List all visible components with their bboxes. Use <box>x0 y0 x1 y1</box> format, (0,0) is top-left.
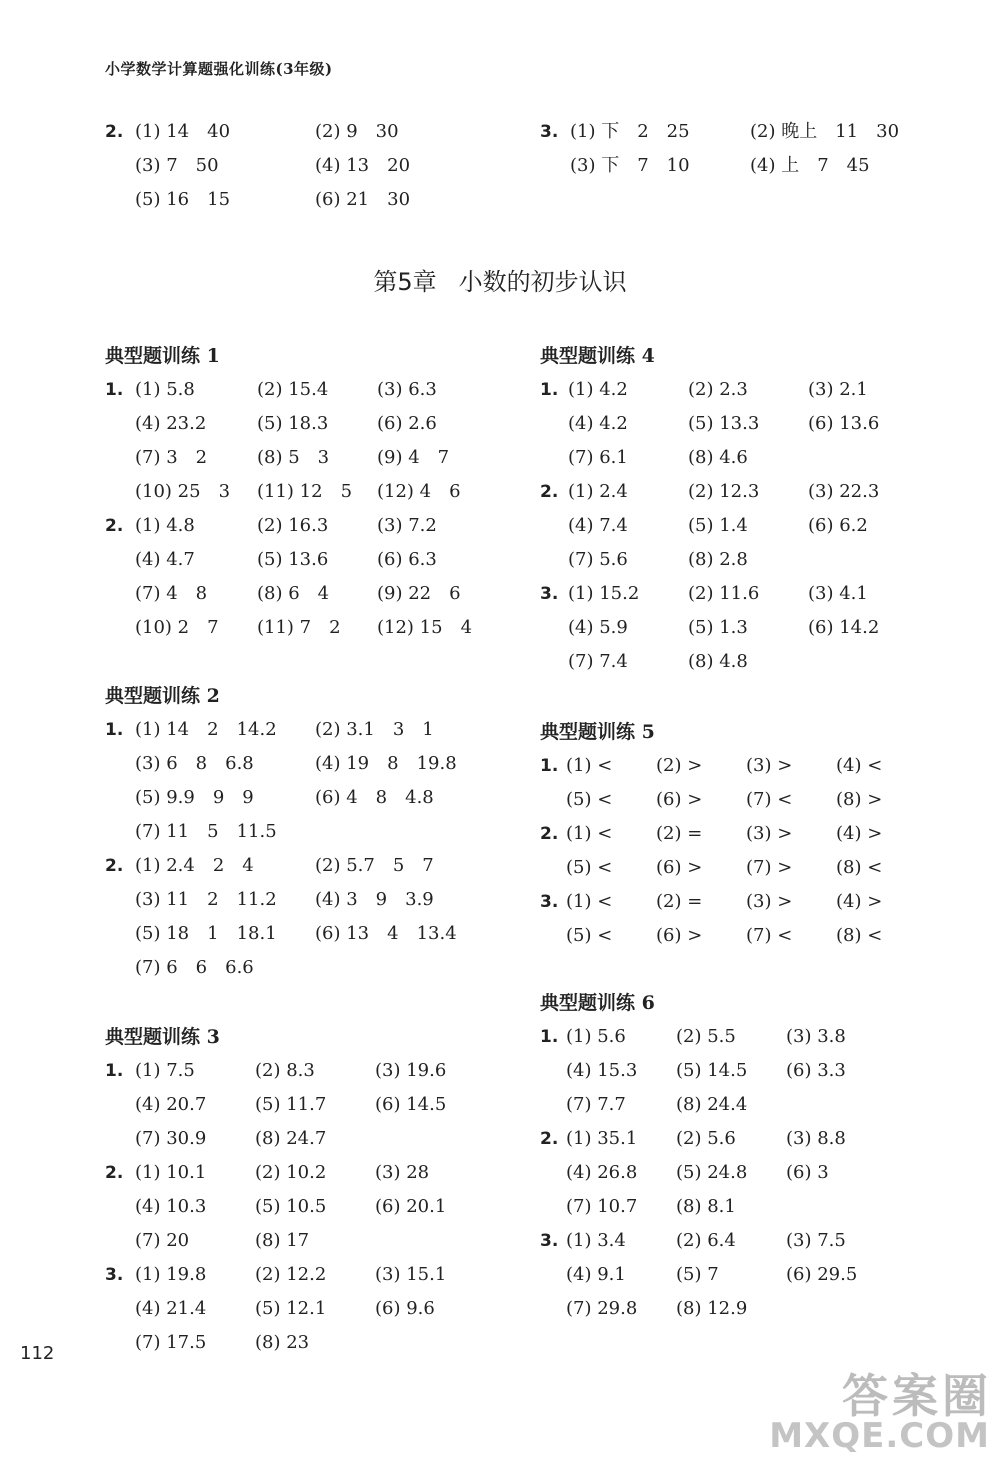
answer-item: (3) > <box>746 823 793 844</box>
answer-item: (4) 15.3 <box>566 1060 638 1081</box>
answer-item: (2) 16.3 <box>257 515 329 536</box>
answer-row <box>540 441 960 475</box>
section-title: 典型题训练 3 <box>105 1026 220 1048</box>
answer-item: (7) < <box>746 789 793 810</box>
answer-item: (8) 17 <box>255 1230 310 1251</box>
answer-item: (7) 5.6 <box>568 549 628 570</box>
answer-row <box>105 183 525 217</box>
answer-row <box>105 1122 525 1156</box>
answer-row <box>540 817 960 851</box>
answer-item: (1) 2.4 2 4 <box>135 855 254 876</box>
section-prev-right <box>540 115 960 183</box>
answer-item: (11) 7 2 <box>257 617 341 638</box>
answer-item: (1) 4.2 <box>568 379 628 400</box>
answer-item: (2) 12.3 <box>688 481 760 502</box>
answer-row <box>540 749 960 783</box>
answer-item: (2) 11.6 <box>688 583 760 604</box>
answer-item: (4) 3 9 3.9 <box>315 889 434 910</box>
answer-item: (12) 4 6 <box>377 481 461 502</box>
answer-item: (5) 9.9 9 9 <box>135 787 254 808</box>
answer-item: (4) 21.4 <box>135 1298 207 1319</box>
answer-row <box>540 1224 960 1258</box>
answer-row <box>105 781 525 815</box>
answer-item: (8) 24.7 <box>255 1128 327 1149</box>
answer-item: (8) < <box>836 857 883 878</box>
question-number: 3. <box>540 892 559 912</box>
answer-item: (7) 6.1 <box>568 447 628 468</box>
answer-item: (5) 18 1 18.1 <box>135 923 277 944</box>
question-number: 1. <box>105 1061 124 1081</box>
answer-item: (2) 3.1 3 1 <box>315 719 434 740</box>
answer-item: (3) > <box>746 755 793 776</box>
answer-item: (5) < <box>566 857 613 878</box>
answer-item: (1) 7.5 <box>135 1060 195 1081</box>
question-number: 1. <box>105 720 124 740</box>
answer-item: (6) 6.3 <box>377 549 437 570</box>
answer-item: (5) < <box>566 925 613 946</box>
answer-item: (3) 22.3 <box>808 481 880 502</box>
answer-item: (3) 7.2 <box>377 515 437 536</box>
answer-item: (6) 29.5 <box>786 1264 858 1285</box>
chapter-title: 小数的初步认识 <box>458 268 627 296</box>
question-number: 3. <box>105 1265 124 1285</box>
answer-item: (1) 14 2 14.2 <box>135 719 277 740</box>
answer-item: (8) 5 3 <box>257 447 330 468</box>
answer-item: (6) > <box>656 857 703 878</box>
answer-row <box>540 407 960 441</box>
answer-item: (12) 15 4 <box>377 617 473 638</box>
section-drill-1 <box>105 339 525 645</box>
answer-item: (8) 8.1 <box>676 1196 736 1217</box>
answer-row <box>540 1292 960 1326</box>
answer-item: (2) 12.2 <box>255 1264 327 1285</box>
answer-row <box>540 1122 960 1156</box>
answer-item: (4) 4.7 <box>135 549 195 570</box>
answer-row <box>105 1190 525 1224</box>
page-number: 112 <box>20 1343 55 1364</box>
question-number: 2. <box>540 482 559 502</box>
answer-item: (4) 19 8 19.8 <box>315 753 457 774</box>
question-number: 2. <box>105 516 124 536</box>
answer-item: (6) 9.6 <box>375 1298 435 1319</box>
answer-row <box>540 645 960 679</box>
answer-row <box>540 475 960 509</box>
answer-item: (6) 3.3 <box>786 1060 846 1081</box>
answer-item: (4) 上 7 45 <box>750 155 870 176</box>
question-number: 1. <box>540 380 559 400</box>
answer-row <box>105 1258 525 1292</box>
answer-item: (1) 下 2 25 <box>570 121 690 142</box>
answer-row <box>540 149 960 183</box>
section-drill-2 <box>105 679 525 985</box>
answer-item: (5) 11.7 <box>255 1094 327 1115</box>
answer-item: (3) 4.1 <box>808 583 868 604</box>
answer-item: (1) 14 40 <box>135 121 231 142</box>
watermark-site: MXQE.COM <box>769 1416 990 1456</box>
answer-row <box>540 509 960 543</box>
answer-item: (1) 4.8 <box>135 515 195 536</box>
answer-row <box>105 577 525 611</box>
answer-item: (3) 6.3 <box>377 379 437 400</box>
answer-item: (6) 6.2 <box>808 515 868 536</box>
answer-item: (8) 12.9 <box>676 1298 748 1319</box>
watermark-text: 答案圈 <box>842 1369 992 1423</box>
answer-item: (2) 5.6 <box>676 1128 736 1149</box>
answer-item: (7) 4 8 <box>135 583 208 604</box>
question-number: 1. <box>540 1027 559 1047</box>
answer-item: (5) 13.3 <box>688 413 760 434</box>
answer-item: (2) 6.4 <box>676 1230 736 1251</box>
answer-row <box>540 1156 960 1190</box>
answer-item: (8) > <box>836 789 883 810</box>
answer-item: (1) 35.1 <box>566 1128 638 1149</box>
answer-item: (1) 3.4 <box>566 1230 626 1251</box>
answer-row <box>540 611 960 645</box>
answer-item: (3) > <box>746 891 793 912</box>
section-prev-left <box>105 115 525 217</box>
answer-item: (1) 19.8 <box>135 1264 207 1285</box>
answer-item: (11) 12 5 <box>257 481 353 502</box>
question-number: 3. <box>540 122 559 142</box>
answer-item: (8) < <box>836 925 883 946</box>
answer-row <box>105 475 525 509</box>
answer-item: (7) 6 6 6.6 <box>135 957 254 978</box>
answer-item: (7) 30.9 <box>135 1128 207 1149</box>
answer-item: (2) 15.4 <box>257 379 329 400</box>
answer-item: (2) = <box>656 823 703 844</box>
answer-row <box>105 917 525 951</box>
answer-item: (8) 4.6 <box>688 447 748 468</box>
answer-item: (6) 13 4 13.4 <box>315 923 457 944</box>
section-drill-4 <box>540 339 960 679</box>
answer-item: (6) 14.5 <box>375 1094 447 1115</box>
answer-row <box>540 1020 960 1054</box>
answer-row <box>105 115 525 149</box>
answer-item: (2) > <box>656 755 703 776</box>
answer-item: (6) > <box>656 925 703 946</box>
answer-item: (4) < <box>836 755 883 776</box>
chapter-label: 第5章 <box>373 268 437 296</box>
answer-item: (8) 24.4 <box>676 1094 748 1115</box>
answer-item: (5) 18.3 <box>257 413 329 434</box>
answer-item: (8) 6 4 <box>257 583 330 604</box>
answer-item: (3) 19.6 <box>375 1060 447 1081</box>
answer-item: (6) 4 8 4.8 <box>315 787 434 808</box>
answer-row <box>105 1054 525 1088</box>
answer-row <box>540 543 960 577</box>
question-number: 1. <box>540 756 559 776</box>
answer-item: (3) 6 8 6.8 <box>135 753 254 774</box>
answer-item: (2) 2.3 <box>688 379 748 400</box>
answer-row <box>105 713 525 747</box>
answer-item: (6) 21 30 <box>315 189 411 210</box>
answer-item: (5) 12.1 <box>255 1298 327 1319</box>
question-number: 3. <box>540 584 559 604</box>
answer-row <box>540 1258 960 1292</box>
answer-item: (7) > <box>746 857 793 878</box>
answer-item: (1) 5.8 <box>135 379 195 400</box>
chapter-heading <box>0 262 1000 297</box>
answer-item: (5) 7 <box>676 1264 719 1285</box>
section-drill-6 <box>540 986 960 1326</box>
answer-item: (5) 10.5 <box>255 1196 327 1217</box>
answer-row <box>105 815 525 849</box>
answer-item: (2) = <box>656 891 703 912</box>
section-title: 典型题训练 1 <box>105 345 220 367</box>
answer-item: (10) 2 7 <box>135 617 219 638</box>
answer-item: (7) 17.5 <box>135 1332 207 1353</box>
answer-row <box>540 1190 960 1224</box>
answer-row <box>540 919 960 953</box>
answer-item: (2) 9 30 <box>315 121 399 142</box>
answer-row <box>105 407 525 441</box>
answer-item: (4) > <box>836 823 883 844</box>
answer-row <box>105 951 525 985</box>
answer-row <box>105 149 525 183</box>
answer-item: (4) 23.2 <box>135 413 207 434</box>
answer-row <box>540 783 960 817</box>
answer-item: (7) 20 <box>135 1230 190 1251</box>
question-number: 2. <box>105 1163 124 1183</box>
answer-row <box>105 611 525 645</box>
answer-item: (6) 20.1 <box>375 1196 447 1217</box>
answer-row <box>540 577 960 611</box>
answer-item: (10) 25 3 <box>135 481 231 502</box>
answer-item: (1) 15.2 <box>568 583 640 604</box>
answer-item: (4) 13 20 <box>315 155 411 176</box>
answer-item: (8) 23 <box>255 1332 310 1353</box>
question-number: 2. <box>105 856 124 876</box>
answer-item: (7) 10.7 <box>566 1196 638 1217</box>
answer-item: (3) 3.8 <box>786 1026 846 1047</box>
answer-row <box>105 441 525 475</box>
question-number: 1. <box>105 380 124 400</box>
answer-item: (8) 4.8 <box>688 651 748 672</box>
running-header: 小学数学计算题强化训练(3年级) <box>105 60 333 78</box>
answer-item: (6) 14.2 <box>808 617 880 638</box>
watermark-logo <box>718 1358 1000 1459</box>
answer-item: (5) 1.3 <box>688 617 748 638</box>
answer-row <box>105 1326 525 1360</box>
answer-row <box>105 747 525 781</box>
answer-item: (3) 28 <box>375 1162 430 1183</box>
answer-row <box>105 509 525 543</box>
answer-item: (4) > <box>836 891 883 912</box>
answer-item: (1) 10.1 <box>135 1162 207 1183</box>
answer-item: (3) 15.1 <box>375 1264 447 1285</box>
answer-item: (4) 7.4 <box>568 515 628 536</box>
answer-row <box>540 115 960 149</box>
answer-item: (7) 11 5 11.5 <box>135 821 277 842</box>
answer-item: (7) < <box>746 925 793 946</box>
answer-item: (7) 29.8 <box>566 1298 638 1319</box>
answer-item: (4) 10.3 <box>135 1196 207 1217</box>
answer-item: (5) 14.5 <box>676 1060 748 1081</box>
answer-item: (2) 10.2 <box>255 1162 327 1183</box>
answer-row <box>540 1088 960 1122</box>
answer-row <box>105 373 525 407</box>
answer-item: (5) < <box>566 789 613 810</box>
answer-item: (3) 下 7 10 <box>570 155 690 176</box>
answer-item: (3) 8.8 <box>786 1128 846 1149</box>
answer-item: (1) < <box>566 823 613 844</box>
answer-row <box>540 1054 960 1088</box>
section-drill-5 <box>540 715 960 953</box>
answer-item: (1) < <box>566 891 613 912</box>
answer-item: (6) 13.6 <box>808 413 880 434</box>
answer-row <box>105 1224 525 1258</box>
section-title: 典型题训练 2 <box>105 685 220 707</box>
question-number: 2. <box>540 1129 559 1149</box>
answer-row <box>105 1292 525 1326</box>
section-title: 典型题训练 6 <box>540 992 655 1014</box>
answer-item: (3) 11 2 11.2 <box>135 889 277 910</box>
answer-row <box>540 373 960 407</box>
answer-item: (2) 晚上 11 30 <box>750 121 900 142</box>
answer-item: (4) 9.1 <box>566 1264 626 1285</box>
answer-row <box>105 883 525 917</box>
answer-item: (5) 1.4 <box>688 515 748 536</box>
answer-item: (6) > <box>656 789 703 810</box>
question-number: 2. <box>540 824 559 844</box>
answer-item: (2) 5.7 5 7 <box>315 855 434 876</box>
answer-item: (2) 8.3 <box>255 1060 315 1081</box>
answer-item: (9) 4 7 <box>377 447 450 468</box>
answer-item: (3) 7 50 <box>135 155 219 176</box>
answer-item: (1) 5.6 <box>566 1026 626 1047</box>
answer-item: (6) 3 <box>786 1162 829 1183</box>
answer-row <box>540 885 960 919</box>
answer-item: (4) 5.9 <box>568 617 628 638</box>
answer-row <box>105 1088 525 1122</box>
section-title: 典型题训练 4 <box>540 345 655 367</box>
answer-item: (9) 22 6 <box>377 583 461 604</box>
answer-item: (8) 2.8 <box>688 549 748 570</box>
answer-row <box>105 849 525 883</box>
answer-item: (7) 3 2 <box>135 447 208 468</box>
answer-item: (2) 5.5 <box>676 1026 736 1047</box>
answer-item: (3) 7.5 <box>786 1230 846 1251</box>
answer-item: (7) 7.7 <box>566 1094 626 1115</box>
answer-item: (1) < <box>566 755 613 776</box>
question-number: 3. <box>540 1231 559 1251</box>
answer-item: (4) 20.7 <box>135 1094 207 1115</box>
question-number: 2. <box>105 122 124 142</box>
answer-row <box>105 543 525 577</box>
answer-item: (7) 7.4 <box>568 651 628 672</box>
answer-item: (1) 2.4 <box>568 481 628 502</box>
answer-item: (4) 4.2 <box>568 413 628 434</box>
section-drill-3 <box>105 1020 525 1360</box>
answer-item: (4) 26.8 <box>566 1162 638 1183</box>
answer-row <box>540 851 960 885</box>
answer-item: (5) 16 15 <box>135 189 231 210</box>
answer-item: (5) 13.6 <box>257 549 329 570</box>
answer-row <box>105 1156 525 1190</box>
answer-item: (5) 24.8 <box>676 1162 748 1183</box>
answer-item: (3) 2.1 <box>808 379 868 400</box>
section-title: 典型题训练 5 <box>540 721 655 743</box>
answer-item: (6) 2.6 <box>377 413 437 434</box>
